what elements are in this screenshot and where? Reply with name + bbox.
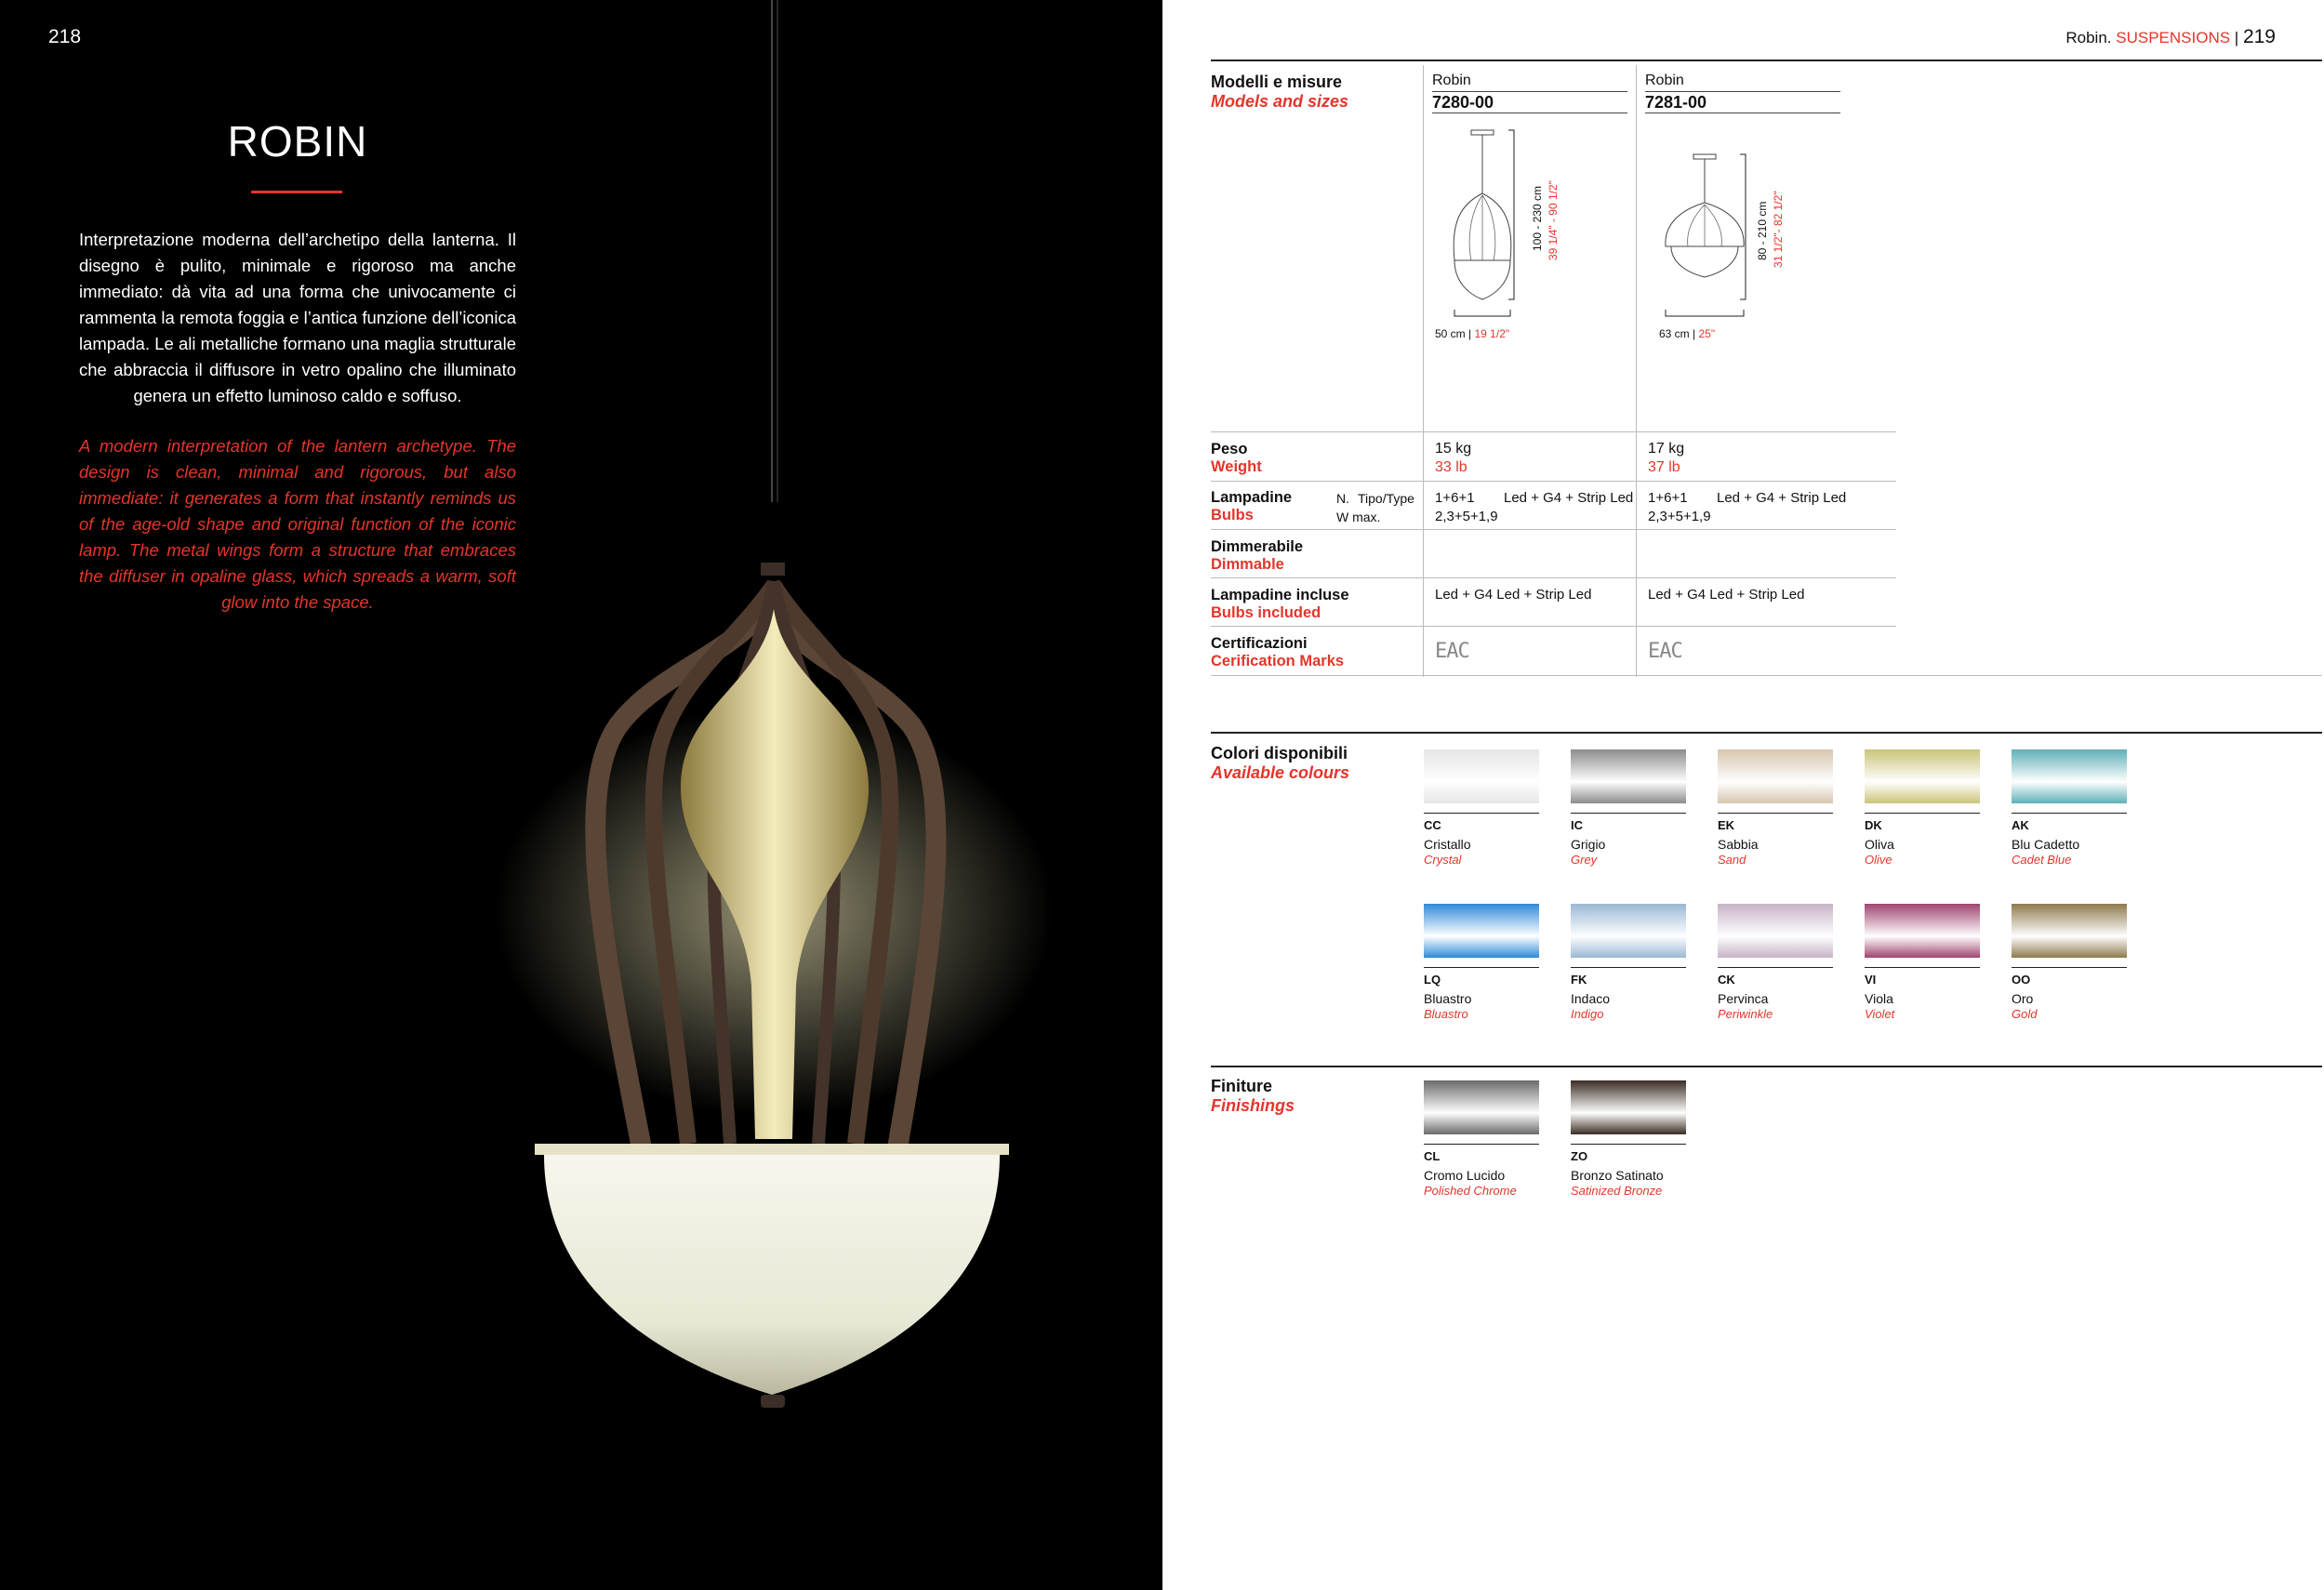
swatch-name-en: Grey: [1571, 853, 1598, 867]
swatch-name-it: Cristallo: [1424, 837, 1471, 852]
table-divider: [1423, 65, 1424, 677]
model-rule: [1432, 91, 1627, 92]
table-divider: [1636, 65, 1637, 677]
swatch-code: CL: [1424, 1149, 1441, 1163]
swatch-code: CK: [1718, 973, 1735, 987]
swatch: [1424, 749, 1539, 803]
model-7281-drawing: [1645, 121, 1831, 344]
swatch-name-it: Cromo Lucido: [1424, 1168, 1506, 1183]
swatch-code: EK: [1718, 818, 1735, 832]
colours-rule: [1211, 732, 2322, 734]
swatch-name-en: Sand: [1718, 853, 1746, 867]
bulbs-n: 1+6+1: [1648, 490, 1688, 506]
swatch: [1571, 904, 1686, 958]
page-number-left: 218: [48, 26, 82, 47]
models-label-it: Modelli e misure: [1211, 73, 1343, 91]
swatch-code: CC: [1424, 818, 1441, 832]
description-english: A modern interpretation of the lantern archetype. The design is clean, minimal and rigorous, but also immediate: it generates a form that instantly reminds us of the age-old shape and original function of the iconic lamp. The metal wings form a structure that embraces the diffuser in opaline glass, which spreads a warm, soft glow into the space.: [79, 436, 516, 612]
title-underline: [251, 191, 342, 193]
page-number-right: 219: [2242, 26, 2276, 47]
row-divider: [1211, 431, 1896, 432]
robin-lamp-photo: [465, 0, 1097, 1451]
bulbs-n: 1+6+1: [1435, 490, 1475, 506]
bulbs-w-label: W max.: [1336, 510, 1381, 524]
swatch-code: VI: [1865, 973, 1877, 987]
cert-label-it: Certificazioni: [1211, 635, 1308, 652]
swatch-name-en: Indigo: [1571, 1007, 1604, 1021]
width-label: [1659, 327, 1715, 340]
bulbs-w: 2,3+5+1,9: [1435, 509, 1498, 524]
row-weight-label: [1211, 441, 1262, 476]
weight-label-it: Peso: [1211, 441, 1248, 457]
swatch: [1571, 1080, 1686, 1134]
weight-kg: 15 kg: [1435, 441, 1472, 457]
width-in: 19 1/2": [1474, 327, 1510, 340]
swatch-name-en: Olive: [1865, 853, 1892, 867]
swatch-name-it: Oro: [2012, 991, 2034, 1006]
bulbs-n-label: N.: [1336, 491, 1349, 506]
finishings-label-en: Finishings: [1211, 1096, 1295, 1115]
header-section: SUSPENSIONS: [2116, 29, 2231, 46]
weight-kg: 17 kg: [1648, 441, 1685, 457]
swatch-rule: [1424, 967, 1539, 968]
bulbs-type: Led + G4 + Strip Led: [1717, 490, 1847, 506]
bulbs-included: Led + G4 Led + Strip Led: [1435, 587, 1592, 603]
bulbs-w: 2,3+5+1,9: [1648, 509, 1711, 524]
models-label: [1211, 73, 1348, 112]
bulbs-label-it: Lampadine: [1211, 489, 1293, 506]
swatch-name-en: Satinized Bronze: [1571, 1184, 1663, 1198]
swatch-rule: [1571, 967, 1686, 968]
swatch-rule: [1718, 967, 1833, 968]
width-cm: 63 cm: [1659, 327, 1690, 340]
bulbs-included: Led + G4 Led + Strip Led: [1648, 587, 1805, 603]
height-cm: 80 - 210 cm: [1756, 201, 1769, 260]
height-in: 39 1/4" - 90 1/2": [1547, 180, 1560, 260]
row-included-label: [1211, 587, 1349, 622]
included-label-en: Bulbs included: [1211, 604, 1321, 621]
row-divider: [1211, 529, 1896, 530]
swatch-name-en: Polished Chrome: [1424, 1184, 1517, 1198]
included-label-it: Lampadine incluse: [1211, 587, 1349, 603]
swatch-name-it: Blu Cadetto: [2012, 837, 2080, 852]
swatch-rule: [1424, 813, 1539, 814]
height-in: 31 1/2"- 82 1/2": [1772, 191, 1785, 268]
swatch: [1571, 749, 1686, 803]
swatch-name-it: Indaco: [1571, 991, 1611, 1006]
model-code: 7281-00: [1645, 93, 1707, 112]
bulbs-label-en: Bulbs: [1211, 507, 1254, 523]
swatch-name-en: Periwinkle: [1718, 1007, 1773, 1021]
width-cm: 50 cm: [1435, 327, 1466, 340]
swatch-rule: [1865, 813, 1980, 814]
model-name: Robin: [1432, 73, 1471, 88]
swatch-name-it: Pervinca: [1718, 991, 1769, 1006]
swatch-code: FK: [1571, 973, 1587, 987]
weight-lb: 33 lb: [1435, 459, 1467, 475]
swatch: [1865, 749, 1980, 803]
swatch-code: OO: [2012, 973, 2031, 987]
swatch-rule: [1571, 813, 1686, 814]
swatch-name-it: Bluastro: [1424, 991, 1472, 1006]
finishings-label-it: Finiture: [1211, 1077, 1272, 1095]
page-header: [2065, 26, 2276, 48]
dimmable-label-it: Dimmerabile: [1211, 538, 1304, 555]
model-rule: [1645, 91, 1840, 92]
swatch: [2012, 749, 2127, 803]
width-label: [1435, 327, 1509, 340]
swatch-code: LQ: [1424, 973, 1441, 987]
row-divider: [1211, 577, 1896, 578]
swatch-name-it: Bronzo Satinato: [1571, 1168, 1664, 1183]
eac-mark-icon: EAC: [1435, 640, 1469, 663]
swatch-code: ZO: [1571, 1149, 1588, 1163]
bulbs-type: Led + G4 + Strip Led: [1504, 490, 1634, 506]
model-code: 7280-00: [1432, 93, 1494, 112]
eac-mark-icon: EAC: [1648, 640, 1682, 663]
model-7280-drawing: [1432, 121, 1618, 344]
swatch-name-it: Sabbia: [1718, 837, 1759, 852]
row-divider: [1211, 626, 1896, 627]
header-brand: Robin.: [2065, 29, 2112, 46]
swatch-name-it: Oliva: [1865, 837, 1894, 852]
swatch: [1718, 904, 1833, 958]
dimmable-label-en: Dimmable: [1211, 556, 1284, 573]
width-sep: |: [1693, 327, 1696, 340]
swatch-rule: [1718, 813, 1833, 814]
header-separator: |: [2234, 29, 2239, 46]
row-divider: [1211, 481, 1896, 482]
weight-lb: 37 lb: [1648, 459, 1680, 475]
swatch: [1424, 904, 1539, 958]
header-rule: [1211, 60, 2322, 61]
swatch-name-en: Gold: [2012, 1007, 2038, 1021]
description-italian: Interpretazione moderna dell’archetipo della lanterna. Il disegno è pulito, minimale e rigoroso ma anche immediato: dà vita ad una forma che univocamente ci rammenta la remota foggia e l’antica funzione dell’iconica lampada. Le ali metalliche formano una maglia strutturale che abbraccia il diffusore in vetro opalino che illuminato genera un effetto luminoso caldo e soffuso.: [79, 230, 516, 405]
cert-label-en: Cerification Marks: [1211, 653, 1345, 669]
swatch-rule: [2012, 813, 2127, 814]
swatch-rule: [1865, 967, 1980, 968]
swatch-rule: [1424, 1144, 1539, 1145]
finishings-label: [1211, 1077, 1295, 1116]
width-in: 25": [1698, 327, 1716, 340]
swatch-name-en: Cadet Blue: [2012, 853, 2072, 867]
height-cm: 100 - 230 cm: [1531, 185, 1544, 251]
swatch-name-it: Grigio: [1571, 837, 1606, 852]
swatch: [1865, 904, 1980, 958]
row-bulbs-label: [1211, 489, 1292, 524]
model-name: Robin: [1645, 73, 1684, 88]
swatch-code: DK: [1865, 818, 1882, 832]
right-page: [1162, 0, 2324, 1590]
bulbs-type-label: Tipo/Type: [1358, 491, 1414, 506]
colours-label-it: Colori disponibili: [1211, 744, 1348, 762]
swatch-code: IC: [1571, 818, 1583, 832]
weight-label-en: Weight: [1211, 458, 1262, 475]
swatch-name-it: Viola: [1865, 991, 1893, 1006]
finishings-rule: [1211, 1066, 2322, 1067]
swatch-name-en: Violet: [1865, 1007, 1895, 1021]
swatch: [1718, 749, 1833, 803]
row-divider: [1211, 675, 2322, 676]
swatch-name-en: Bluastro: [1424, 1007, 1468, 1021]
colours-label: [1211, 744, 1349, 783]
colours-label-en: Available colours: [1211, 763, 1350, 782]
row-cert-label: [1211, 635, 1344, 670]
models-label-en: Models and sizes: [1211, 92, 1349, 111]
swatch-rule: [1571, 1144, 1686, 1145]
swatch-code: AK: [2012, 818, 2029, 832]
row-dimmable-label: [1211, 538, 1303, 574]
swatch-rule: [2012, 967, 2127, 968]
product-title: ROBIN: [227, 117, 368, 166]
swatch-name-en: Crystal: [1424, 853, 1462, 867]
width-sep: |: [1468, 327, 1472, 340]
swatch: [2012, 904, 2127, 958]
swatch: [1424, 1080, 1539, 1134]
